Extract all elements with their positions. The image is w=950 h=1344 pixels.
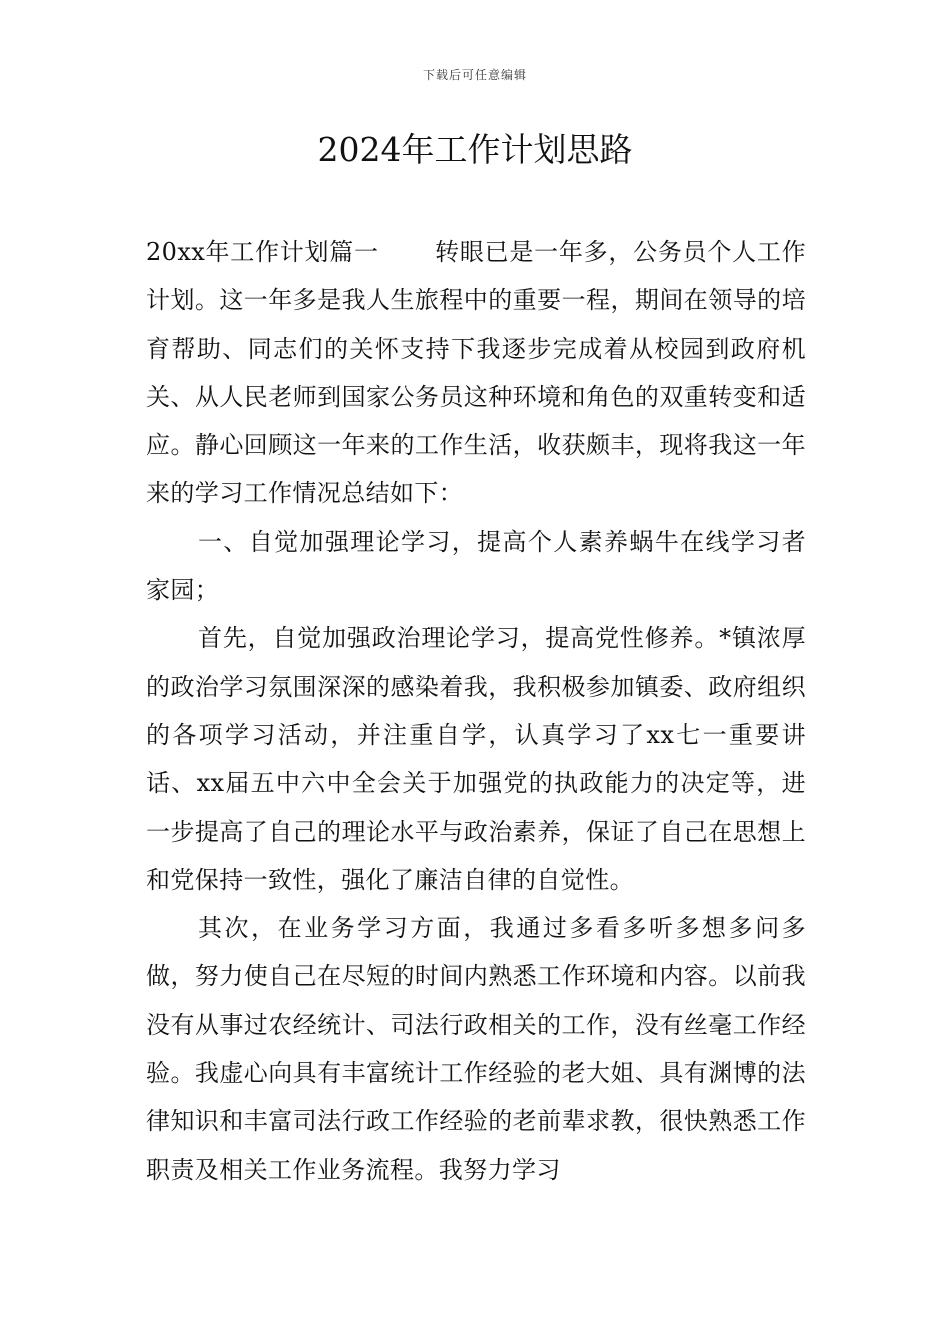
document-body	[146, 228, 806, 1194]
document-title: 2024年工作计划思路	[317, 130, 633, 169]
paragraph-text: 转眼已是一年多，公务员个人工作计划。这一年多是我人生旅程中的重要一程，期间在领导的培育帮助、同志们的关怀支持下我逐步完成着从校园到政府机关、从人民老师到国家公务员这种环境和角色的双重转变和适应。静心回顾这一年来的工作生活，收获颇丰，现将我这一年来的学习工作情况总结如下：	[146, 238, 807, 508]
paragraph-intro	[146, 228, 806, 518]
paragraph-first: 首先，自觉加强政治理论学习，提高党性修养。*镇浓厚的政治学习氛围深深的感染着我，我积极参加镇委、政府组织的各项学习活动，并注重自学，认真学习了xx七一重要讲话、xx届五中六中全会关于加强党的执政能力的决定等，进一步提高了自己的理论水平与政治素养，保证了自己在思想上和党保持一致性，强化了廉洁自律的自觉性。	[146, 624, 806, 894]
paragraph-heading-one: 一、自觉加强理论学习，提高个人素养蜗牛在线学习者家园；	[146, 527, 806, 605]
header-note: 下载后可任意编辑	[422, 68, 527, 82]
paragraph-second: 其次，在业务学习方面，我通过多看多听多想多问多做，努力使自己在尽短的时间内熟悉工作环境和内容。以前我没有从事过农经统计、司法行政相关的工作，没有丝毫工作经验。我虚心向具有丰富统计工作经验的老大姐、具有渊博的法律知识和丰富司法行政工作经验的老前辈求教，很快熟悉工作职责及相关工作业务流程。我努力学习	[146, 914, 806, 1184]
section-label: 20xx年工作计划篇一	[146, 238, 379, 266]
